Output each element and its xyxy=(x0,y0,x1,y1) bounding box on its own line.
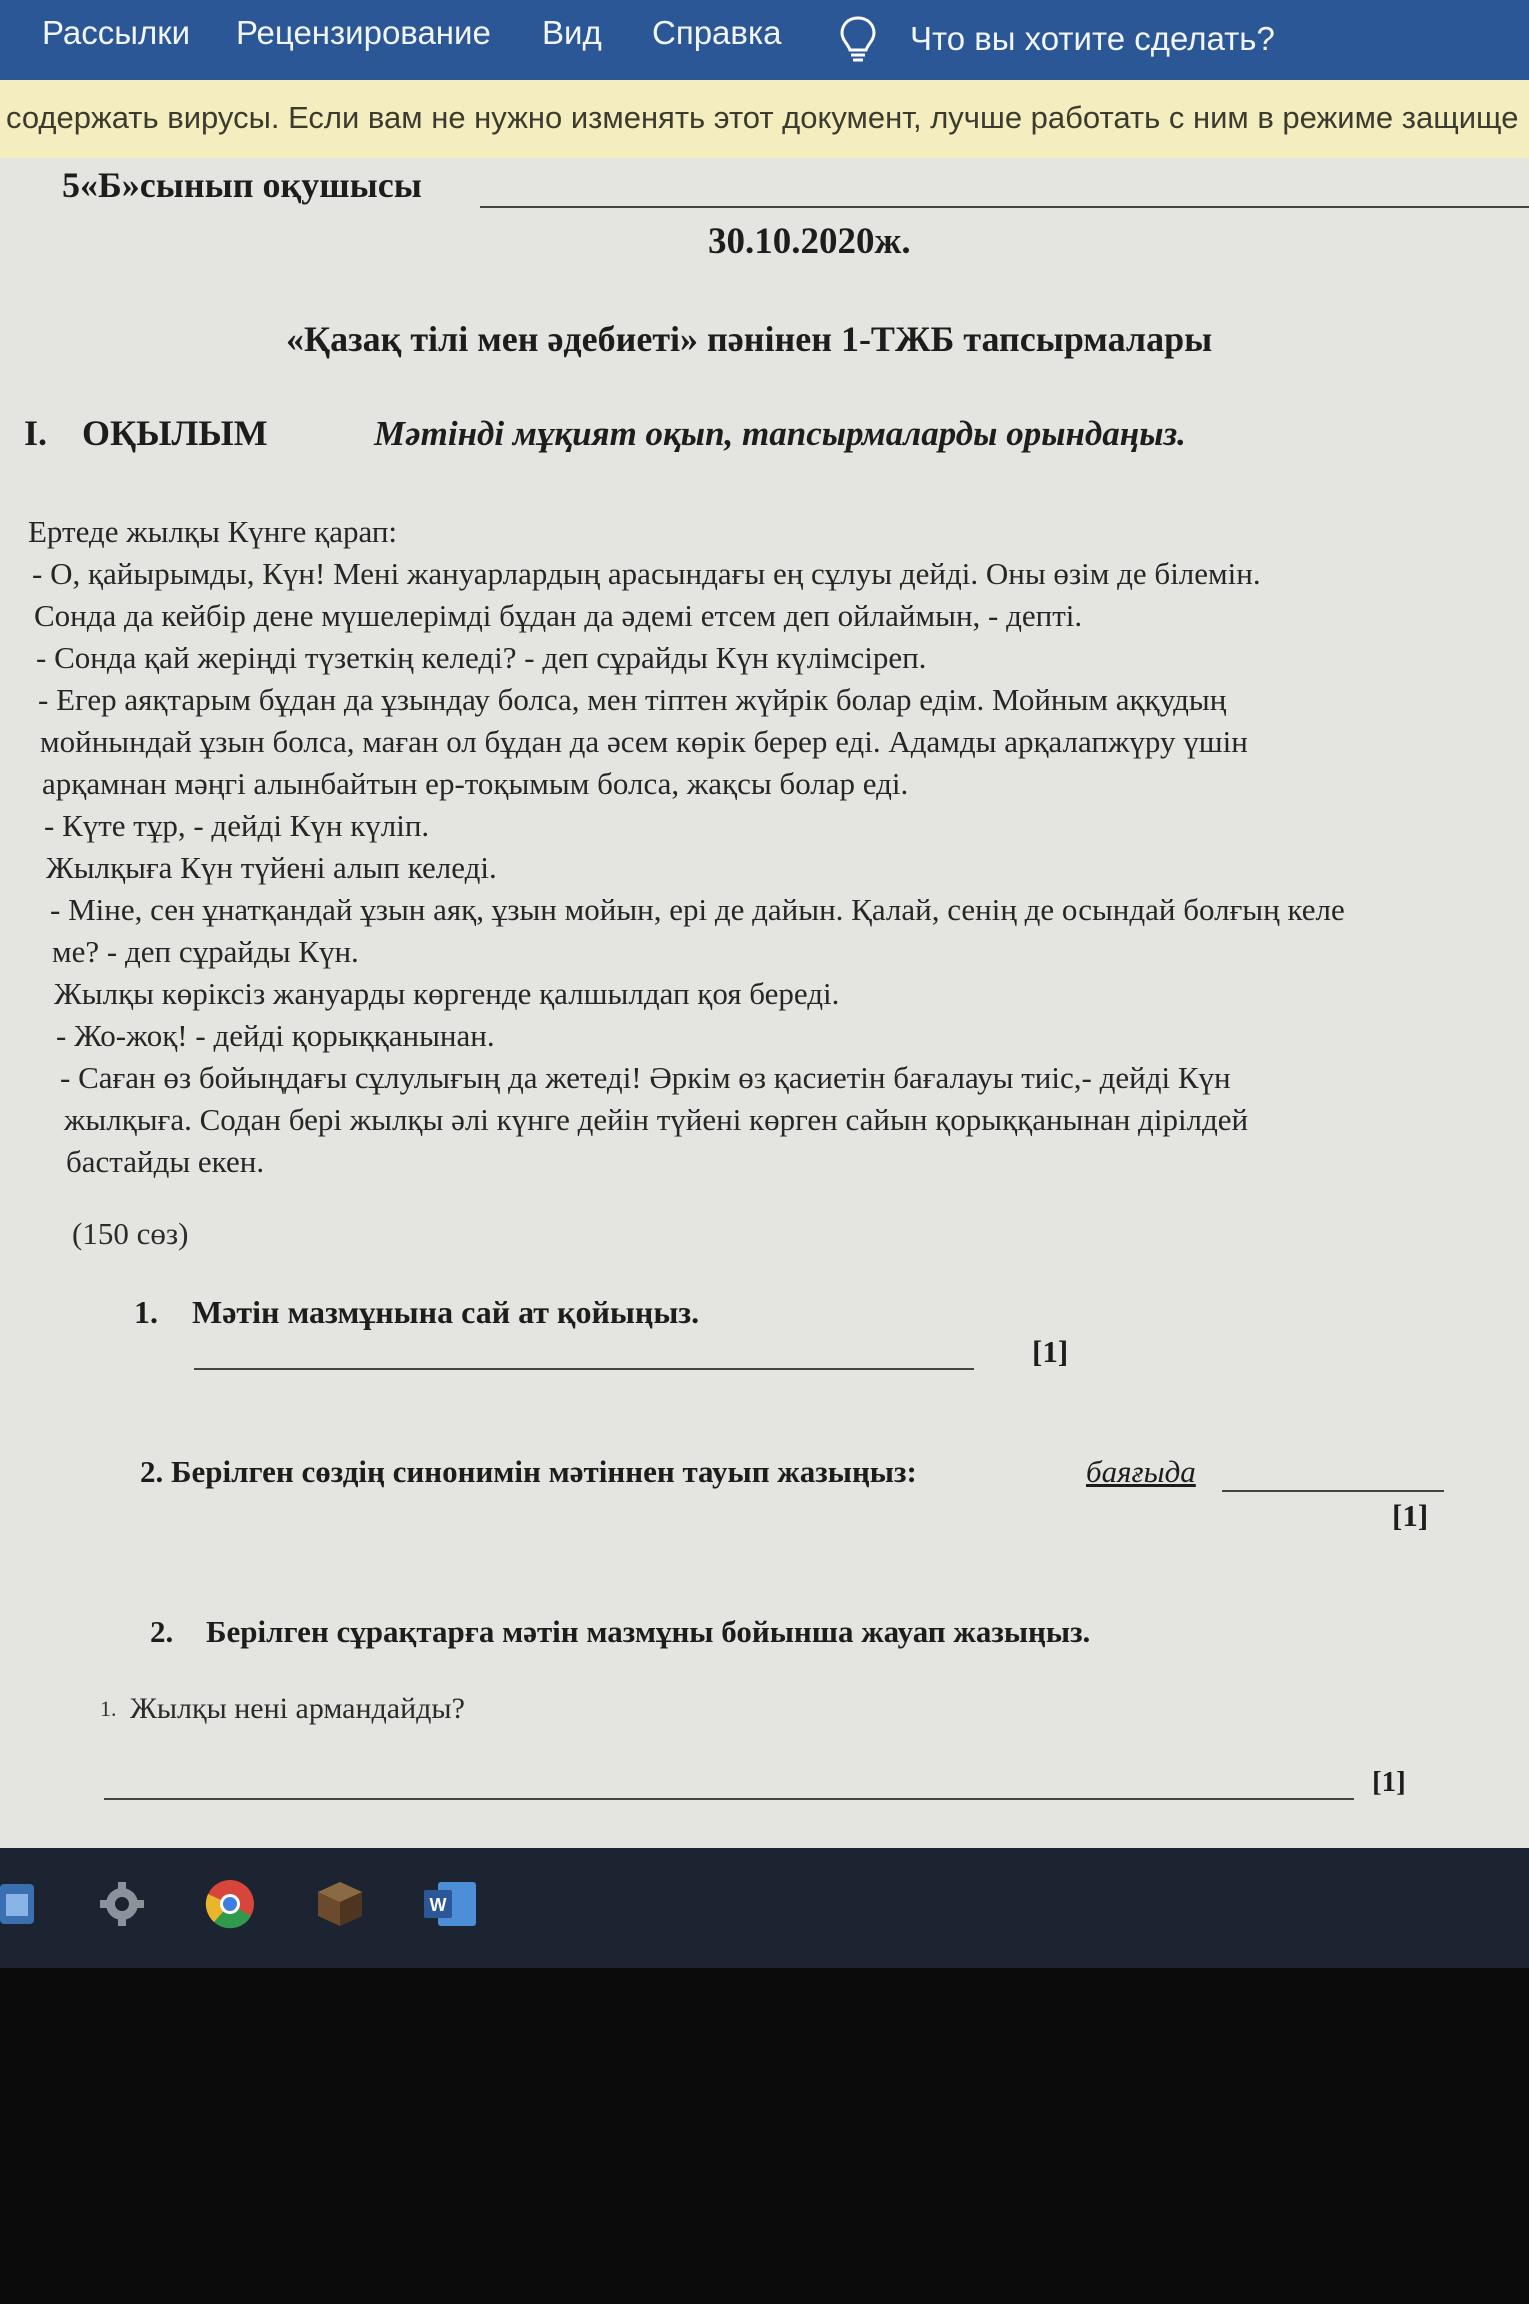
tab-mailings[interactable]: Рассылки xyxy=(42,14,191,51)
question-1-text: Мәтін мазмұнына сай ат қойыңыз. xyxy=(192,1294,700,1330)
section-instruction: Мәтінді мұқият оқып, тапсырмаларды орындаңыз. xyxy=(374,414,1186,453)
store-icon[interactable] xyxy=(0,1878,36,1930)
question-1-answer-line xyxy=(194,1368,974,1370)
document-page[interactable] xyxy=(0,158,1529,1848)
section-name: ОҚЫЛЫМ xyxy=(82,413,268,453)
text-line: - Міне, сен ұнатқандай ұзын аяқ, ұзын мойын, ері де дайын. Қалай, сенің де осындай болғың келе xyxy=(50,892,1345,927)
text-line: Жылқы көріксіз жануарды көргенде қалшылдап қоя береді. xyxy=(54,976,840,1011)
text-line: - Егер аяқтарым бұдан да ұзындау болса, мен тіптен жүйрік болар едім. Мойным аққудың xyxy=(38,682,1227,717)
tell-me-search[interactable]: Что вы хотите сделать? xyxy=(910,20,1275,57)
text-line: мойнындай ұзын болса, маған ол бұдан да әсем көрік берер еді. Адамды арқалапжүру үшін xyxy=(40,724,1248,759)
question-2-answer-line xyxy=(1222,1490,1444,1492)
text-line: - Жо-жоқ! - дейді қорыққанынан. xyxy=(56,1018,495,1053)
minecraft-icon[interactable] xyxy=(314,1878,366,1930)
text-line: - Күте тұр, - дейді Күн күліп. xyxy=(44,808,430,843)
text-line: - Сонда қай жеріңді түзеткің келеді? - деп сұрайды Күн күлімсіреп. xyxy=(36,640,927,675)
text-line: бастайды екен. xyxy=(66,1144,265,1179)
question-3-answer-line xyxy=(104,1798,1354,1800)
question-3-number: 2. xyxy=(150,1614,174,1649)
question-3-sub-number: 1. xyxy=(100,1696,117,1721)
question-3-sub-text: Жылқы нені армандайды? xyxy=(130,1692,465,1725)
message-bar-text: содержать вирусы. Если вам не нужно изменять этот документ, лучше работать с ним в режиме защище xyxy=(6,100,1519,135)
windows-taskbar xyxy=(0,1848,1529,1968)
settings-gear-icon[interactable] xyxy=(96,1878,148,1930)
text-line: арқамнан мәңгі алынбайтын ер-тоқымым болса, жақсы болар еді. xyxy=(42,766,909,801)
student-name-blank xyxy=(480,206,1529,208)
text-line: Ертеде жылқы Күнге қарап: xyxy=(28,514,398,549)
document-title: «Қазақ тілі мен әдебиеті» пәнінен 1-ТЖБ тапсырмалары xyxy=(286,319,1213,359)
text-line: Жылқыға Күн түйені алып келеді. xyxy=(46,850,497,885)
section-number: I. xyxy=(24,413,48,453)
ribbon-tab-bar xyxy=(0,0,1529,80)
student-class-label: 5«Б»сынып оқушысы xyxy=(62,165,422,205)
tab-review[interactable]: Рецензирование xyxy=(236,14,491,51)
text-line: - О, қайырымды, Күн! Мені жануарлардың арасындағы ең сұлуы дейді. Оны өзім де білемін. xyxy=(32,556,1261,591)
lightbulb-icon[interactable] xyxy=(838,14,878,64)
question-2-text: 2. Берілген сөздің синонимін мәтіннен тауып жазыңыз: xyxy=(140,1454,917,1489)
protected-view-message-bar xyxy=(0,80,1529,160)
tab-view[interactable]: Вид xyxy=(542,14,602,51)
text-line: жылқыға. Содан бері жылқы әлі күнге дейін түйені көрген сайын қорыққанынан дірілдей xyxy=(64,1102,1249,1137)
question-3-text: Берілген сұрақтарға мәтін мазмұны бойынша жауап жазыңыз. xyxy=(206,1614,1091,1649)
question-2-score: [1] xyxy=(1392,1498,1429,1533)
question-3-score: [1] xyxy=(1372,1766,1406,1798)
question-1-score: [1] xyxy=(1032,1334,1069,1369)
text-line: - Саған өз бойыңдағы сұлулығың да жетеді! Әркім өз қасиетін бағалауы тиіс,- дейді Күн xyxy=(60,1060,1231,1095)
document-date: 30.10.2020ж. xyxy=(708,221,911,262)
tab-help[interactable]: Справка xyxy=(652,14,782,51)
question-2-word: баяғыда xyxy=(1086,1454,1196,1489)
word-count: (150 сөз) xyxy=(72,1216,189,1251)
word-icon[interactable] xyxy=(422,1878,478,1930)
text-line: Сонда да кейбір дене мүшелерімді бұдан да әдемі етсем деп ойлаймын, - депті. xyxy=(34,598,1083,633)
monitor-bezel xyxy=(0,1968,1529,2304)
question-1-number: 1. xyxy=(134,1294,158,1330)
chrome-icon[interactable] xyxy=(204,1878,256,1930)
text-line: ме? - деп сұрайды Күн. xyxy=(52,934,359,969)
svg-text:W: W xyxy=(429,1895,447,1915)
